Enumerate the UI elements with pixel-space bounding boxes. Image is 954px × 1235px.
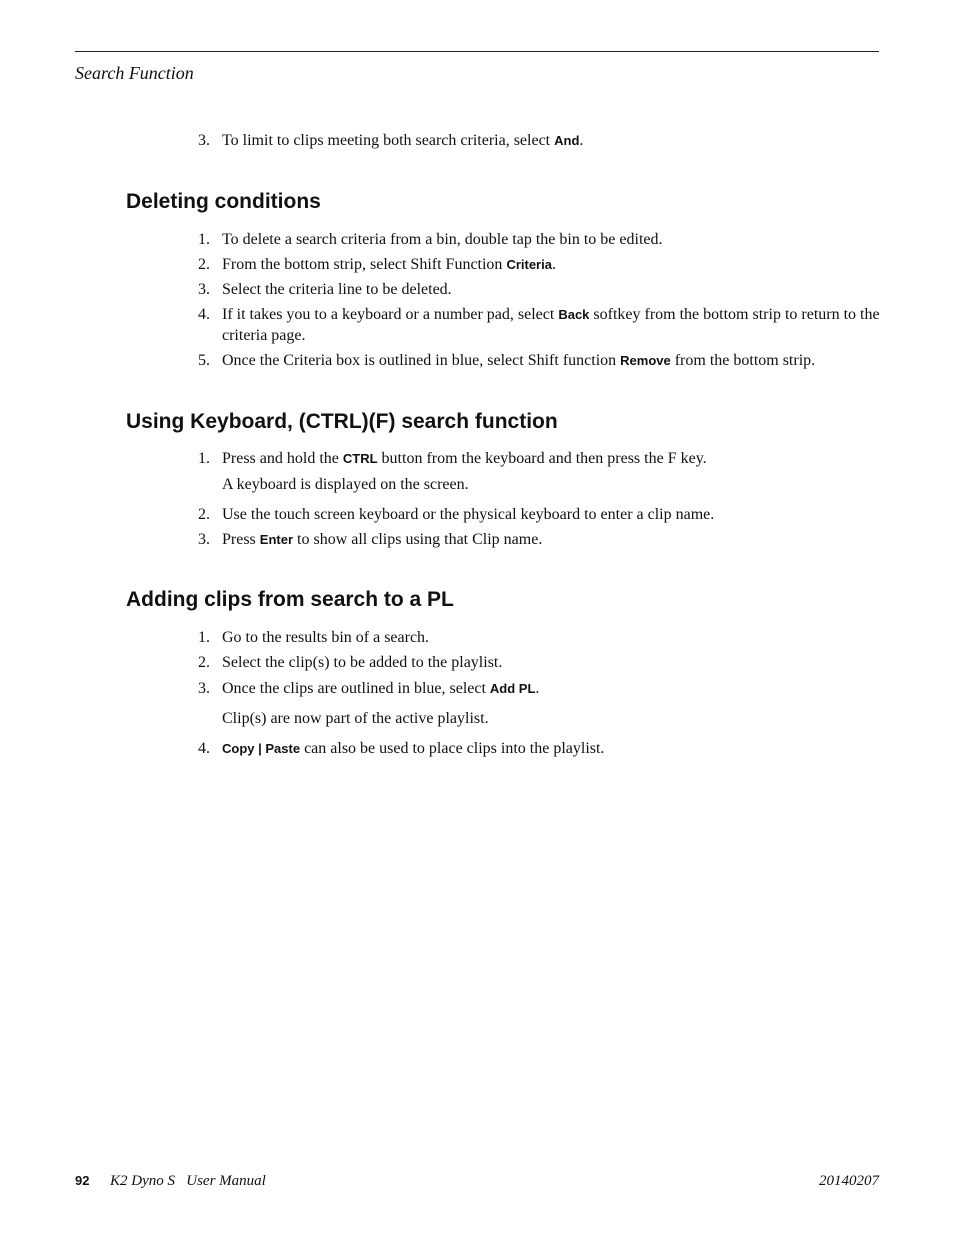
item-number: 2. — [198, 654, 210, 671]
page-number: 92 — [75, 1173, 90, 1188]
document-date: 20140207 — [819, 1173, 879, 1189]
item-result-text: A keyboard is displayed on the screen. — [222, 476, 469, 493]
item-number: 3. — [198, 132, 210, 149]
ui-keyword: And — [554, 133, 580, 148]
ui-keyword: Copy | Paste — [222, 741, 301, 756]
item-text: Go to the results bin of a search. — [222, 629, 430, 646]
ui-keyword: Add PL — [489, 681, 536, 696]
item-number: 3. — [198, 531, 210, 548]
item-number: 1. — [198, 450, 210, 467]
item-number: 4. — [198, 740, 210, 757]
item-text: If it takes you to a keyboard or a number pad, select Back softkey from the bottom strip to return to the criteria page. — [222, 306, 880, 344]
item-text: To delete a search criteria from a bin, double tap the bin to be edited. — [222, 231, 663, 248]
item-number: 2. — [198, 256, 210, 273]
item-text: Use the touch screen keyboard or the physical keyboard to enter a clip name. — [222, 506, 715, 523]
item-number: 1. — [198, 629, 210, 646]
item-text: Select the criteria line to be deleted. — [222, 281, 452, 298]
item-text: Press Enter to show all clips using that Clip name. — [222, 531, 543, 548]
section-heading: Adding clips from search to a PL — [126, 588, 454, 611]
item-text: To limit to clips meeting both search criteria, select And. — [222, 132, 584, 149]
ui-keyword: Remove — [620, 353, 671, 368]
manual-title: K2 Dyno S User Manual — [110, 1173, 266, 1189]
item-number: 4. — [198, 306, 210, 323]
item-text: Copy | Paste can also be used to place clips into the playlist. — [222, 740, 605, 757]
item-result-text: Clip(s) are now part of the active playlist. — [222, 710, 489, 727]
item-text: Select the clip(s) to be added to the playlist. — [222, 654, 503, 671]
item-number: 3. — [198, 680, 210, 697]
section-heading: Deleting conditions — [126, 190, 321, 213]
item-text: From the bottom strip, select Shift Function Criteria. — [222, 256, 556, 273]
item-text: Once the Criteria box is outlined in blue, select Shift function Remove from the bottom strip. — [222, 352, 816, 369]
header-rule — [75, 51, 879, 52]
ui-keyword: Criteria — [506, 257, 552, 272]
ui-keyword: Back — [558, 307, 590, 322]
item-number: 5. — [198, 352, 210, 369]
item-number: 1. — [198, 231, 210, 248]
ui-keyword: CTRL — [342, 451, 378, 466]
item-number: 3. — [198, 281, 210, 298]
item-text: Once the clips are outlined in blue, select Add PL. — [222, 680, 540, 697]
section-heading: Using Keyboard, (CTRL)(F) search function — [126, 410, 558, 433]
item-text: Press and hold the CTRL button from the keyboard and then press the F key. — [222, 450, 707, 467]
running-head: Search Function — [75, 63, 194, 83]
item-number: 2. — [198, 506, 210, 523]
ui-keyword: Enter — [259, 532, 294, 547]
